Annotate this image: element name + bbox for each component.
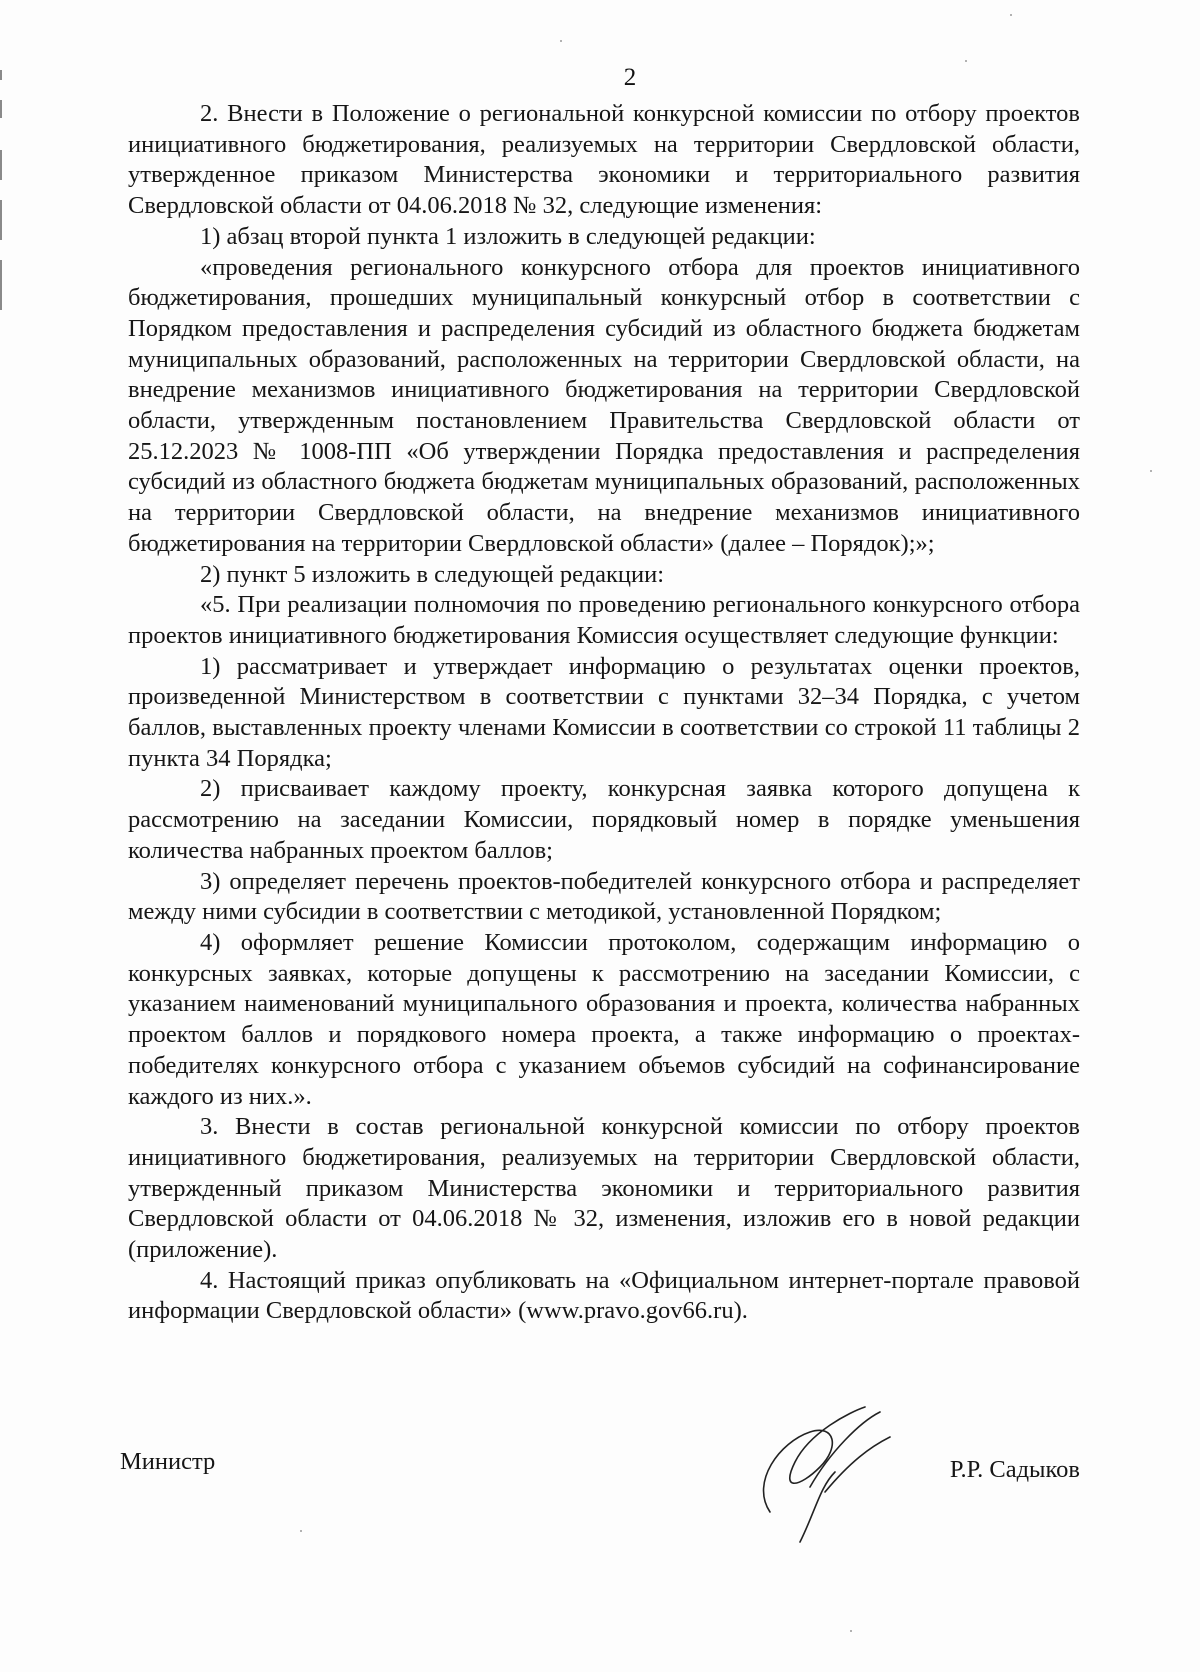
scan-edge-mark <box>0 260 2 310</box>
paragraph-function-2: 2) присваивает каждому проекту, конкурсная заявка которого допущена к рассмотрению на заседании Комиссии, порядковый номер в порядке уменьшения количества набранных проектом баллов; <box>128 775 1080 864</box>
signatory-title: Министр <box>120 1448 216 1475</box>
scan-edge-mark <box>0 150 2 180</box>
paragraph-function-3: 3) определяет перечень проектов-победителей конкурсного отбора и распределяет между ними субсидии в соответствии с методикой, установленной Порядком; <box>128 867 1080 926</box>
document-body <box>128 99 1080 1327</box>
scan-speck <box>300 1530 302 1532</box>
scan-speck <box>850 1630 852 1632</box>
paragraph-function-4: 4) оформляет решение Комиссии протоколом, содержащим информацию о конкурсных заявках, которые допущены к рассмотрению на заседании Комиссии, с указанием наименований муниципального образования и проекта, количества набранных проектом баллов и порядкового номера проекта, а также информацию о проектах-победителях конкурсного отбора с указанием объемов субсидий на софинансирование каждого из них.». <box>128 928 1080 1110</box>
paragraph-subitem-1: 1) абзац второй пункта 1 изложить в следующей редакции: <box>200 222 816 250</box>
scan-speck <box>1150 470 1152 472</box>
scan-speck <box>560 40 562 42</box>
paragraph-item-2: 2. Внести в Положение о региональной конкурсной комиссии по отбору проектов инициативного бюджетирования, реализуемых на территории Свердловской области, утвержденное приказом Министерства экономики и территориального развития Свердловской области от 04.06.2018 № 32, следующие изменения: <box>128 100 1080 220</box>
handwritten-signature <box>740 1392 900 1552</box>
paragraph-item-3: 3. Внести в состав региональной конкурсной комиссии по отбору проектов инициативного бюджетирования, реализуемых на территории Свердловской области, утвержденный приказом Министерства экономики и территориального развития Свердловской области от 04.06.2018 № 32, изменения, изложив его в новой редакции (приложение). <box>128 1113 1080 1264</box>
signatory-name: Р.Р. Садыков <box>949 1456 1080 1483</box>
paragraph-quoted-text: «проведения регионального конкурсного отбора для проектов инициативного бюджетирования, прошедших муниципальный конкурсный отбор в соответствии с Порядком предоставления и распределения субсидий из областного бюджета бюджетам муниципальных образований, расположенных на территории Свердловской области, на внедрение механизмов инициативного бюджетирования на территории Свердловской области, утвержденным постановлением Правительства Свердловской области от 25.12.2023 № 1008-ПП «Об утверждении Порядка предоставления и распределения субсидий из областного бюджета бюджетам муниципальных образований, расположенных на территории Свердловской области, на внедрение механизмов инициативного бюджетирования на территории Свердловской области» (далее – Порядок);»; <box>128 253 1080 557</box>
paragraph-function-1: 1) рассматривает и утверждает информацию о результатах оценки проектов, произведенной Министерством в соответствии с пунктами 32–34 Порядка, с учетом баллов, выставленных проекту членами Комиссии в соответствии со строкой 11 таблицы 2 пункта 34 Порядка; <box>128 652 1080 772</box>
scan-edge-mark <box>0 100 2 118</box>
paragraph-subitem-2: 2) пункт 5 изложить в следующей редакции: <box>200 560 665 588</box>
page-number: 2 <box>623 64 637 91</box>
scan-speck <box>1010 14 1012 16</box>
scan-edge-mark <box>0 200 2 240</box>
paragraph-clause-5: «5. При реализации полномочия по проведению регионального конкурсного отбора проектов инициативного бюджетирования Комиссия осуществляет следующие функции: <box>128 591 1080 649</box>
scan-speck <box>965 60 967 62</box>
paragraph-item-4: 4. Настоящий приказ опубликовать на «Официальном интернет-портале правовой информации Свердловской области» (www.pravo.gov66.ru). <box>128 1266 1080 1325</box>
